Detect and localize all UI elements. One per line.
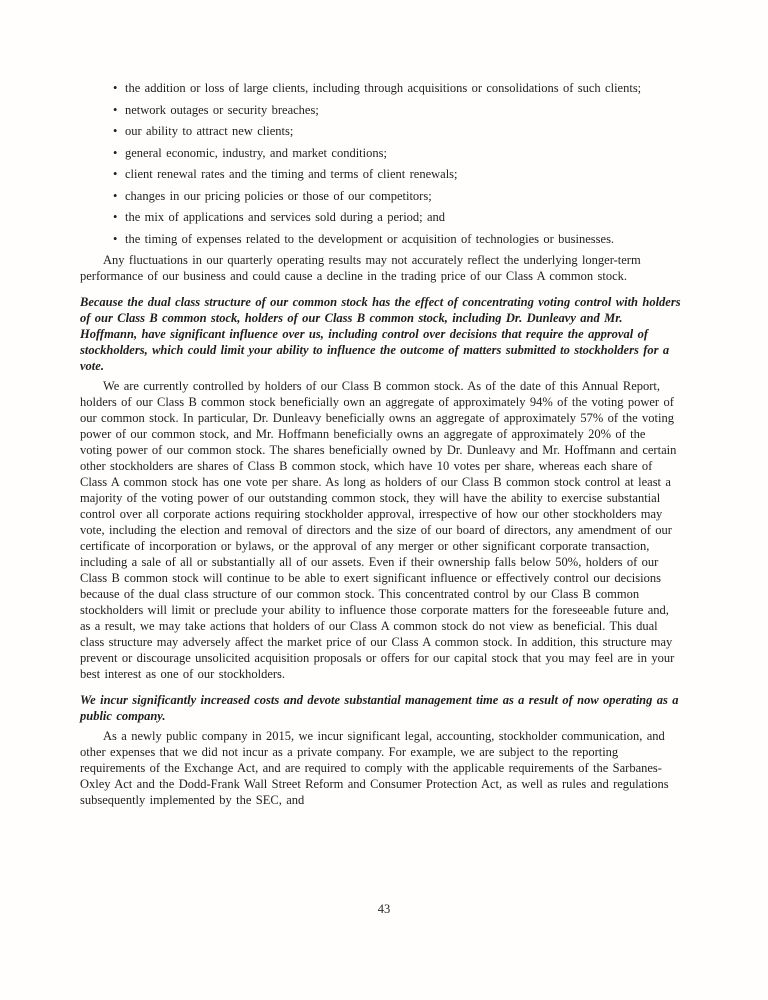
- bullet-text: the addition or loss of large clients, including through acquisitions or consolidations of such clients;: [125, 81, 642, 95]
- bullet-icon: [113, 166, 117, 182]
- bullet-text: the mix of applications and services sold during a period; and: [125, 210, 446, 224]
- risk-heading-dual-class-structure: Because the dual class structure of our common stock has the effect of concentrating voting control with holders of our Class B common stock, holders of our Class B common stock, including Dr. Dunleavy and Mr. Hoffmann, have significant influence over us, including control over decisions that require the approval of stockholders, which could limit your ability to influence the outcome of matters submitted to stockholders for a vote.: [80, 295, 681, 373]
- paragraph-public-company-costs: As a newly public company in 2015, we incur significant legal, accounting, stockholder communication, and other expenses that we did not incur as a private company. For example, we are subject to the reporting requirements of the Exchange Act, and are required to comply with the applicable requirements of the Sarbanes-Oxley Act and the Dodd-Frank Wall Street Reform and Consumer Protection Act, as well as rules and regulations subsequently implemented by the SEC, and: [80, 729, 669, 807]
- bullet-icon: [113, 102, 117, 118]
- bullet-icon: [113, 231, 117, 247]
- bullet-item: [80, 188, 681, 204]
- bullet-item: [80, 145, 681, 161]
- bullet-text: changes in our pricing policies or those of our competitors;: [125, 188, 432, 203]
- page-number: 43: [377, 902, 391, 916]
- paragraph-quarterly-fluctuations: Any fluctuations in our quarterly operating results may not accurately reflect the underlying longer-term performance of our business and could cause a decline in the trading price of our Class A common stock.: [80, 253, 641, 283]
- bullet-icon: [113, 123, 117, 139]
- bullet-text: our ability to attract new clients;: [125, 124, 294, 138]
- page-footer: [0, 901, 768, 917]
- bullet-item: [80, 123, 681, 139]
- risk-heading-public-company-costs: We incur significantly increased costs and devote substantial management time as a result of now operating as a public company.: [80, 693, 679, 723]
- bullet-item: [80, 102, 681, 118]
- bullet-item: [80, 166, 681, 182]
- bullet-icon: [113, 80, 117, 96]
- bullet-text: network outages or security breaches;: [125, 102, 319, 117]
- bullet-item: [80, 80, 681, 96]
- bullet-icon: [113, 145, 117, 161]
- bullet-item: [80, 209, 681, 225]
- page-body: [80, 80, 681, 808]
- bullet-icon: [113, 209, 117, 225]
- paragraph-class-b-control: We are currently controlled by holders of our Class B common stock. As of the date of this Annual Report, holders of our Class B common stock beneficially own an aggregate of approximately 94% of the voting power of our common stock. In particular, Dr. Dunleavy beneficially owns an aggregate of approximately 57% of the voting power of our common stock, and Mr. Hoffmann beneficially owns an aggregate of approximately 20% of the voting power of our common stock. The shares beneficially owned by Dr. Dunleavy and Mr. Hoffmann and certain other stockholders are shares of Class B common stock, which have 10 votes per share, whereas each share of Class A common stock has one vote per share. As long as holders of our Class B common stock control at least a majority of the voting power of our outstanding common stock, they will have the ability to exercise substantial control over all corporate actions requiring stockholder approval, irrespective of how our other stockholders may vote, including the election and removal of directors and the size of our board of directors, any amendment of our certificate of incorporation or bylaws, or the approval of any merger or other significant corporate transaction, including a sale of all or substantially all of our assets. Even if their ownership falls below 50%, holders of our Class B common stock will continue to be able to exert significant influence or effectively control our decisions because of the dual class structure of our common stock. This concentrated control by our Class B common stockholders will limit or preclude your ability to influence those corporate matters for the foreseeable future and, as a result, we may take actions that holders of our Class A common stock do not view as beneficial. This dual class structure may adversely affect the market price of our Class A common stock. In addition, this structure may prevent or discourage unsolicited acquisition proposals or offers for our capital stock that you may feel are in your best interest as one of our stockholders.: [80, 379, 677, 681]
- bullet-text: the timing of expenses related to the development or acquisition of technologies or businesses.: [125, 231, 615, 246]
- bullet-item: [80, 231, 681, 247]
- bullet-text: client renewal rates and the timing and terms of client renewals;: [125, 167, 458, 181]
- bullet-icon: [113, 188, 117, 204]
- risk-factors-bullet-list: [80, 80, 681, 247]
- bullet-text: general economic, industry, and market conditions;: [125, 145, 387, 160]
